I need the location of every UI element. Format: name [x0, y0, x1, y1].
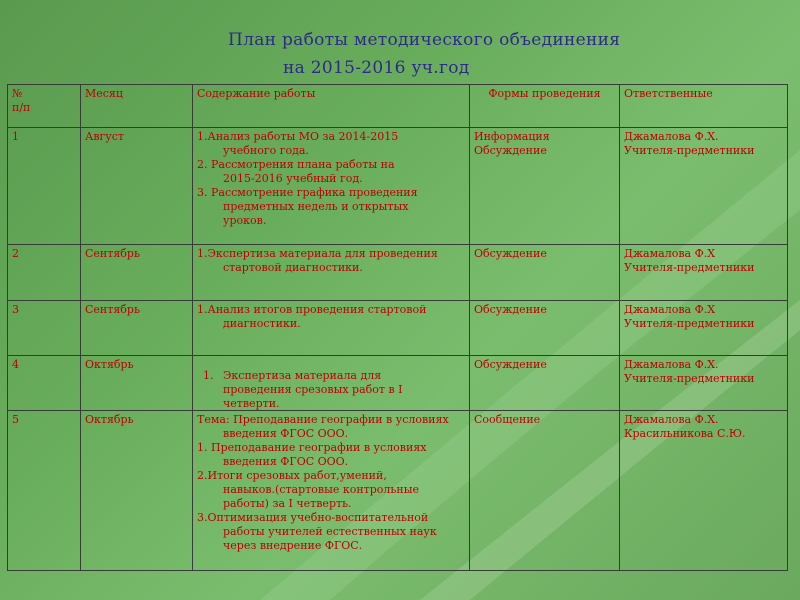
- cell-num: 1: [8, 128, 81, 245]
- cell-month: Сентябрь: [81, 245, 193, 301]
- header-num: № п/п: [8, 85, 81, 128]
- work-plan-table: [7, 84, 788, 571]
- cell-content: Тема: Преподавание географии в условиях введения ФГОС ООО. 1. Преподавание географии в условиях введения ФГОС ООО. 2.Итоги срезовых работ,умений, навыков.(стартовые контрольные работы) за I четверть. 3.Оптимизация учебно-воспитательной работы учителей естественных наук через внедрение ФГОС.: [193, 411, 470, 571]
- cell-responsible: Джамалова Ф.Х Учителя-предметники: [620, 301, 788, 356]
- cell-forms: Обсуждение: [470, 301, 620, 356]
- cell-responsible: Джамалова Ф.Х. Учителя-предметники: [620, 356, 788, 411]
- cell-forms: Информация Обсуждение: [470, 128, 620, 245]
- cell-forms: Обсуждение: [470, 356, 620, 411]
- cell-forms: Обсуждение: [470, 245, 620, 301]
- page-subtitle: на 2015-2016 уч.год: [283, 58, 470, 78]
- cell-forms: Сообщение: [470, 411, 620, 571]
- cell-month: Октябрь: [81, 356, 193, 411]
- cell-num: 5: [8, 411, 81, 571]
- cell-month: Август: [81, 128, 193, 245]
- cell-responsible: Джамалова Ф.Х Учителя-предметники: [620, 245, 788, 301]
- cell-num: 2: [8, 245, 81, 301]
- cell-month: Октябрь: [81, 411, 193, 571]
- table-row: [8, 245, 788, 301]
- table-row: [8, 411, 788, 571]
- header-content: Содержание работы: [193, 85, 470, 128]
- table-header-row: [8, 85, 788, 128]
- cell-num: 3: [8, 301, 81, 356]
- cell-content: 1.Анализ работы МО за 2014-2015 учебного года. 2. Рассмотрения плана работы на 2015-2016 учебный год. 3. Рассмотрение графика проведения предметных недель и открытых уроков.: [193, 128, 470, 245]
- cell-month: Сентябрь: [81, 301, 193, 356]
- cell-responsible: Джамалова Ф.Х. Учителя-предметники: [620, 128, 788, 245]
- page-title: План работы методического объединения: [228, 30, 621, 50]
- cell-content: 1. Экспертиза материала для проведения срезовых работ в I четверти.: [193, 356, 470, 411]
- cell-responsible: Джамалова Ф.Х. Красильникова С.Ю.: [620, 411, 788, 571]
- table-row: [8, 128, 788, 245]
- cell-content: 1.Экспертиза материала для проведения стартовой диагностики.: [193, 245, 470, 301]
- cell-content: 1.Анализ итогов проведения стартовой диагностики.: [193, 301, 470, 356]
- header-month: Месяц: [81, 85, 193, 128]
- header-responsible: Ответственные: [620, 85, 788, 128]
- cell-num: 4: [8, 356, 81, 411]
- header-forms: Формы проведения: [470, 85, 620, 128]
- table-row: [8, 356, 788, 411]
- table-row: [8, 301, 788, 356]
